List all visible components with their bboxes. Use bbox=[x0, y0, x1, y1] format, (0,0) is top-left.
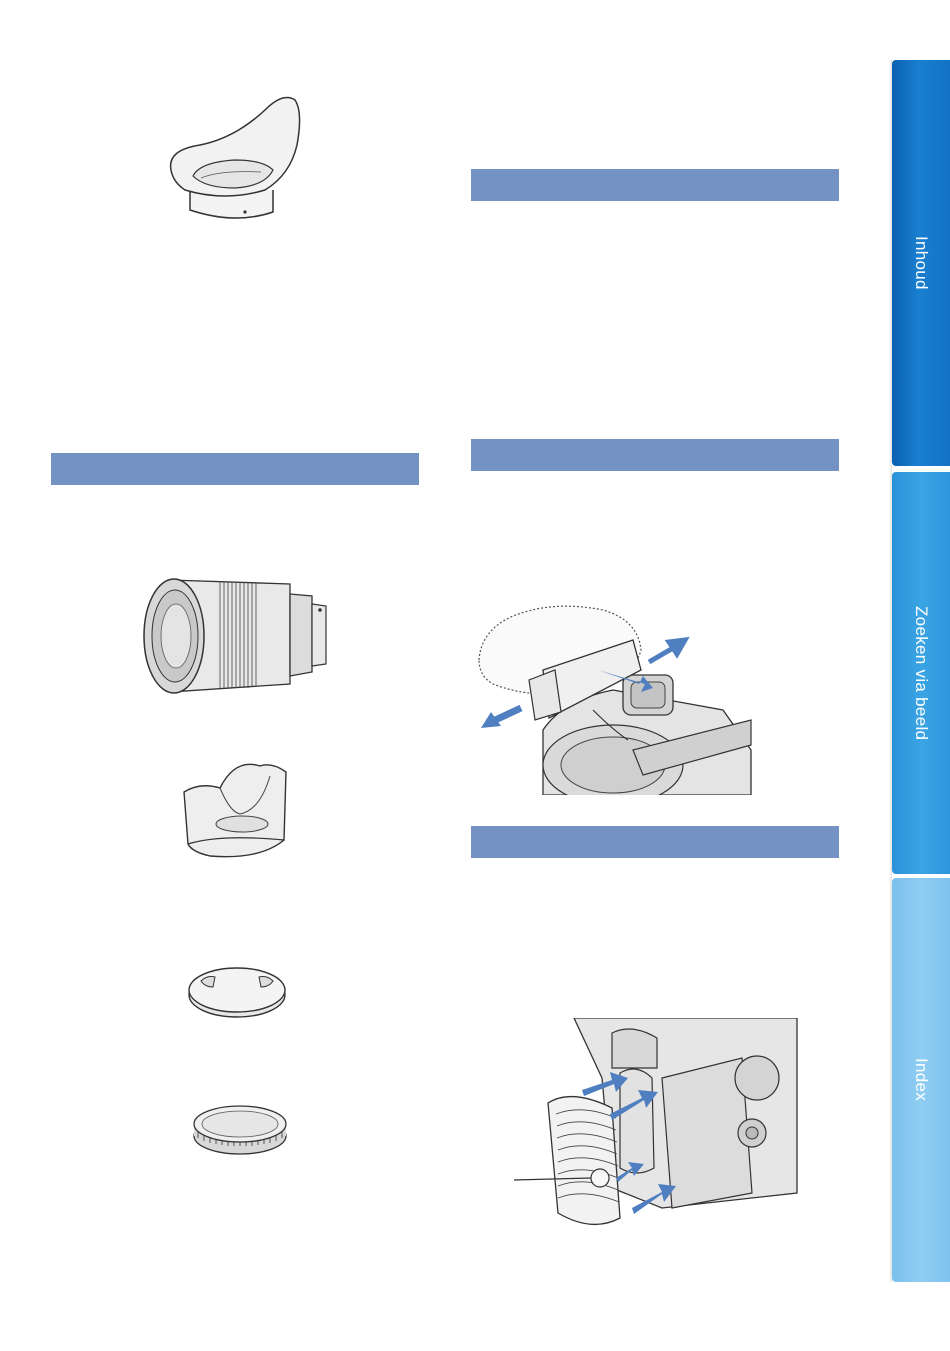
eyecup-illustration bbox=[165, 90, 305, 225]
lens-hood-illustration bbox=[180, 760, 292, 860]
shoe-cover-installation-illustration bbox=[512, 1018, 802, 1233]
section-header-bar-3 bbox=[51, 453, 419, 485]
body-cap-illustration bbox=[190, 1098, 290, 1158]
section-header-bar-1 bbox=[471, 169, 839, 201]
lens-illustration bbox=[140, 572, 335, 697]
lens-front-cap-illustration bbox=[185, 963, 289, 1021]
side-nav-tab-search-by-image-label: Zoeken via beeld bbox=[912, 605, 931, 741]
microphone-windscreen-illustration bbox=[473, 600, 753, 795]
section-header-bar-2 bbox=[471, 439, 839, 471]
side-nav-tab-index[interactable] bbox=[892, 878, 950, 1282]
side-nav-tab-contents-label: Inhoud bbox=[912, 236, 931, 290]
side-nav-tab-search-by-image[interactable] bbox=[892, 472, 950, 874]
side-nav-tab-index-label: Index bbox=[912, 1058, 931, 1102]
side-nav-tab-contents[interactable] bbox=[892, 60, 950, 466]
section-header-bar-4 bbox=[471, 826, 839, 858]
